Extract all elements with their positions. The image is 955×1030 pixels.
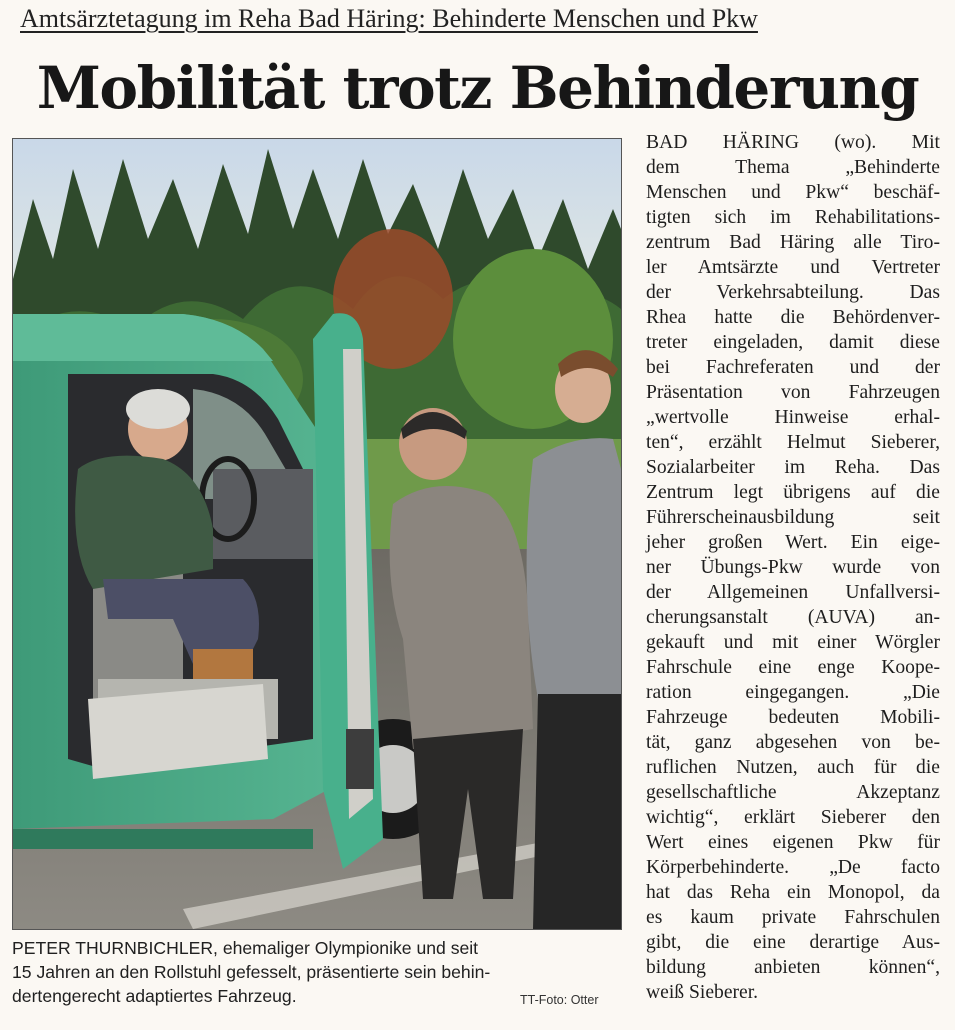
article-line: gibt, die eine derartige Aus-	[646, 932, 940, 953]
article-line: gesellschaftliche Akzeptanz	[646, 782, 940, 803]
article-line: tigten sich im Rehabilitations-	[646, 207, 940, 228]
article-line: der Allgemeinen Unfallversi-	[646, 582, 940, 603]
article-line: tät, ganz abgesehen von be-	[646, 732, 940, 753]
article-line: weiß Sieberer.	[646, 982, 759, 1003]
article-line: gekauft und mit einer Wörgler	[646, 632, 940, 653]
article-photo	[12, 138, 622, 930]
article-line: Fahrzeuge bedeuten Mobili-	[646, 707, 940, 728]
article-line: bei Fachreferaten und der	[646, 357, 940, 378]
article-line: cherungsanstalt (AUVA) an-	[646, 607, 940, 628]
article-line: Führerscheinausbildung seit	[646, 507, 940, 528]
article-line: ration eingegangen. „Die	[646, 682, 940, 703]
article-line: Rhea hatte die Behördenver-	[646, 307, 940, 328]
article-line: ruflichen Nutzen, auch für die	[646, 757, 940, 778]
caption-line: dertengerecht adaptiertes Fahrzeug.	[12, 986, 297, 1006]
article-line: Sozialarbeiter im Reha. Das	[646, 457, 940, 478]
article-line: Wert eines eigenen Pkw für	[646, 832, 940, 853]
article-line: der Verkehrsabteilung. Das	[646, 282, 940, 303]
article-line: Menschen und Pkw“ beschäf-	[646, 182, 940, 203]
article-line: „wertvolle Hinweise erhal-	[646, 407, 940, 428]
article-line: es kaum private Fahrschulen	[646, 907, 940, 928]
article-line: ten“, erzählt Helmut Sieberer,	[646, 432, 940, 453]
article-line: hat das Reha ein Monopol, da	[646, 882, 940, 903]
article-line: Präsentation von Fahrzeugen	[646, 382, 940, 403]
article-body	[646, 130, 940, 1005]
article-line: Fahrschule eine enge Koope-	[646, 657, 940, 678]
article-line: bildung anbieten können“,	[646, 957, 940, 978]
caption-line: 15 Jahren an den Rollstuhl gefesselt, präsentierte sein behin-	[12, 962, 491, 982]
article-line: Zentrum legt übrigens auf die	[646, 482, 940, 503]
photo-illustration	[13, 139, 621, 929]
article-line: wichtig“, erklärt Sieberer den	[646, 807, 940, 828]
article-line: zentrum Bad Häring alle Tiro-	[646, 232, 940, 253]
article-line: BAD HÄRING (wo). Mit	[646, 132, 940, 153]
article-headline: Mobilität trotz Behinderung	[36, 54, 919, 122]
article-line: ler Amtsärzte und Vertreter	[646, 257, 940, 278]
caption-line: PETER THURNBICHLER, ehemaliger Olympionike und seit	[12, 938, 479, 958]
photo-credit: TT-Foto: Otter	[520, 993, 599, 1007]
article-line: treter eingeladen, damit diese	[646, 332, 940, 353]
kicker-headline: Amtsärztetagung im Reha Bad Häring: Behinderte Menschen und Pkw	[20, 4, 758, 33]
article-line: dem Thema „Behinderte	[646, 157, 940, 178]
article-line: jeher großen Wert. Ein eige-	[646, 532, 940, 553]
article-line: Körperbehinderte. „De facto	[646, 857, 940, 878]
article-line: ner Übungs-Pkw wurde von	[646, 557, 940, 578]
